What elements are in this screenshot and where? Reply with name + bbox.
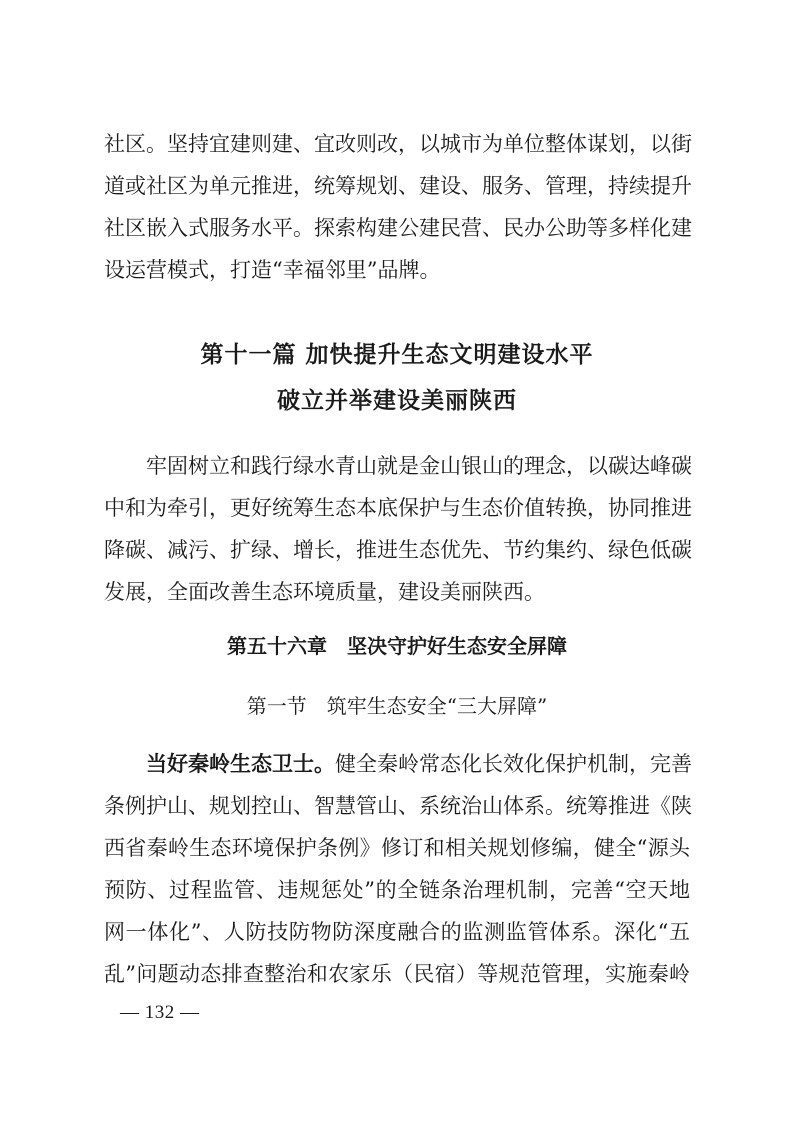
section-title: 第一节 筑牢生态安全“三大屏障” <box>246 694 548 718</box>
text-line: 降碳、减污、扩绿、增长，推进生态优先、节约集约、绿色低碳 <box>104 538 692 562</box>
page-number: — 132 — <box>120 1002 200 1023</box>
text-line: 预防、过程监管、违规惩处”的全链条治理机制，完善“空天地 <box>104 878 690 902</box>
text-line: 网一体化”、人防技防物防深度融合的监测监管体系。深化“五 <box>104 920 690 944</box>
text-line: 牢固树立和践行绿水青山就是金山银山的理念，以碳达峰碳 <box>146 454 692 478</box>
text-line: 道或社区为单元推进，统筹规划、建设、服务、管理，持续提升 <box>104 174 692 198</box>
text-line: 条例护山、规划控山、智慧管山、系统治山体系。统筹推进《陕 <box>104 794 692 818</box>
text-line: 社区嵌入式服务水平。探索构建公建民营、民办公助等多样化建 <box>104 216 692 240</box>
part-title-line2: 破立并举建设美丽陕西 <box>277 388 517 414</box>
text-line: 设运营模式，打造“幸福邻里”品牌。 <box>104 258 441 282</box>
text-line: 中和为牵引，更好统筹生态本底保护与生态价值转换，协同推进 <box>104 496 692 520</box>
text-line <box>146 744 690 784</box>
text-line: 乱”问题动态排查整治和农家乐（民宿）等规范管理，实施秦岭 <box>104 962 690 986</box>
text-line: 西省秦岭生态环境保护条例》修订和相关规划修编，健全“源头 <box>104 836 690 860</box>
first-line-rest: 健全秦岭常态化长效化保护机制，完善 <box>335 752 692 776</box>
bold-lead: 当好秦岭生态卫士。 <box>146 751 335 776</box>
part-title-line1: 第十一篇 加快提升生态文明建设水平 <box>200 342 594 368</box>
chapter-title: 第五十六章 坚决守护好生态安全屏障 <box>227 634 567 658</box>
text-line: 发展，全面改善生态环境质量，建设美丽陕西。 <box>104 580 545 604</box>
text-line: 社区。坚持宜建则建、宜改则改，以城市为单位整体谋划，以街 <box>104 132 692 156</box>
